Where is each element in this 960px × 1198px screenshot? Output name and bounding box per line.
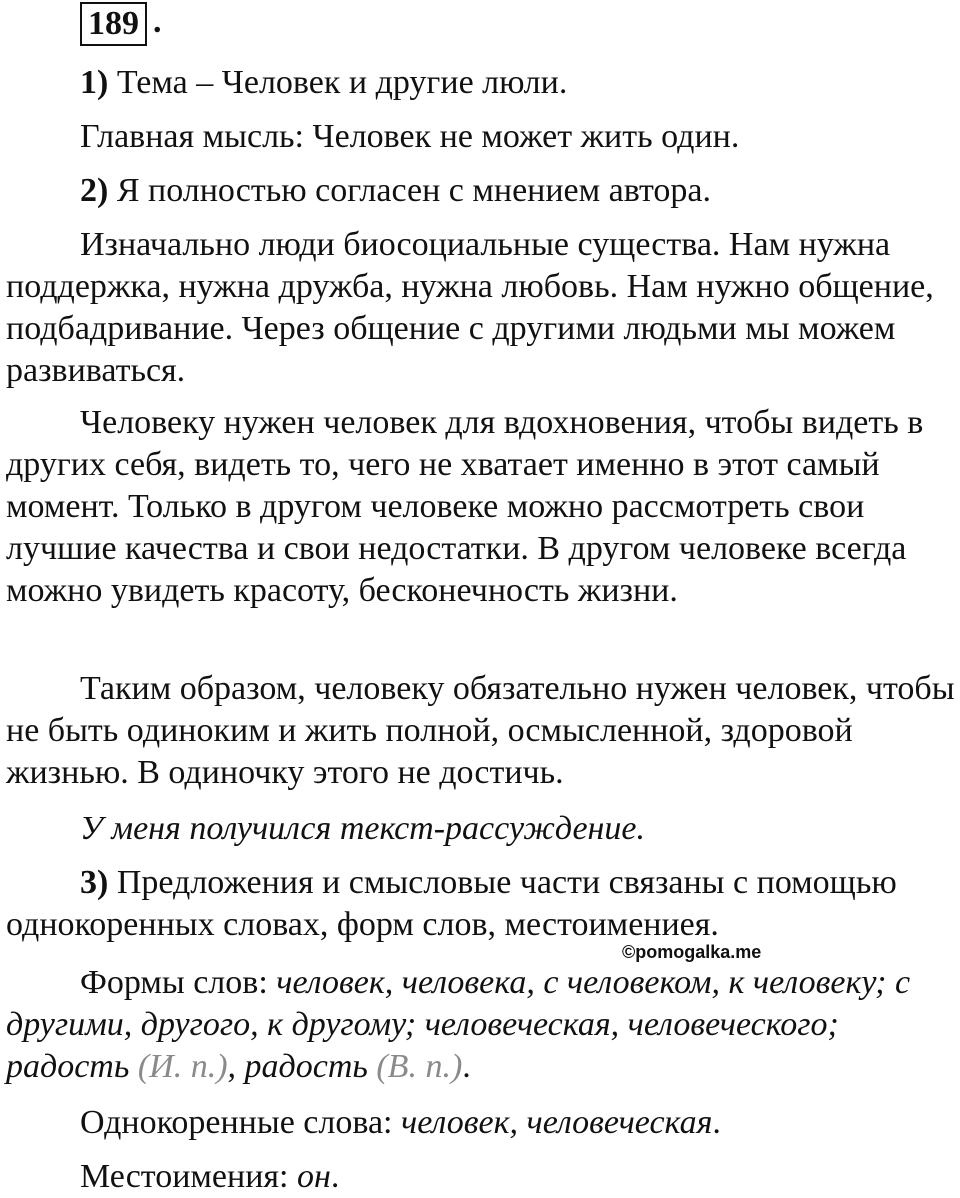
cognate-words-list: человек, человеческая — [401, 1104, 713, 1141]
word-forms-list: человек, человека, с человеком, к человеку; с другими, другого, к другому; человеческая, человеческого; радость — [6, 964, 911, 1085]
answer-marker-2: 2) — [80, 172, 109, 209]
text-type-note — [6, 808, 958, 850]
answer-marker-1: 1) — [80, 64, 109, 101]
main-idea-text: Главная мысль: Человек не может жить один. — [80, 118, 740, 155]
cognate-words — [6, 1102, 958, 1144]
task-number-dot: . — [153, 3, 162, 40]
main-idea — [6, 116, 958, 158]
pronouns-end: . — [330, 1158, 340, 1195]
task-number: 189 — [80, 2, 147, 46]
essay-paragraph-2-text: Человеку нужен человек для вдохновения, чтобы видеть в других себя, видеть то, чего не хватает именно в этот самый момент. Только в другом человеке можно рассмотреть свои лучшие качества и свои недостатки. В другом человеке всегда можно увидеть красоту, бесконечность жизни. — [6, 404, 924, 609]
pronouns-list: он — [297, 1158, 331, 1195]
essay-paragraph-3-text: Таким образом, человеку обязательно нужен человек, чтобы не быть одиноким и жить полной, осмысленной, здоровой жизнью. В одиночку этого не достичь. — [6, 670, 955, 791]
answer-2-opinion — [6, 170, 958, 212]
cognate-words-label: Однокоренные слова: — [80, 1104, 402, 1141]
answer-3-text: Предложения и смысловые части связаны с помощью однокоренных словах, форм слов, местоимениея. — [6, 864, 897, 943]
essay-paragraph-2 — [6, 402, 958, 612]
watermark: ©pomogalka.me — [622, 942, 762, 962]
case-note-accusative: (В. п.) — [376, 1048, 463, 1085]
word-forms-list-2: , радость — [227, 1048, 377, 1085]
essay-paragraph-3 — [6, 668, 958, 794]
pronouns-label: Местоимения: — [80, 1158, 297, 1195]
cognate-words-end: . — [712, 1104, 721, 1141]
answer-2-text: Я полностью согласен с мнением автора. — [108, 172, 711, 209]
answer-3-links — [6, 862, 958, 946]
essay-paragraph-1 — [6, 224, 958, 392]
word-forms-end: . — [462, 1048, 471, 1085]
case-note-nominative: (И. п.) — [137, 1048, 228, 1085]
pronouns — [6, 1156, 958, 1198]
answer-1-text: Тема – Человек и другие люли. — [108, 64, 568, 101]
answer-1-topic — [6, 62, 958, 104]
word-forms-label: Формы слов: — [80, 964, 277, 1001]
text-type-note-text: У меня получился текст-рассуждение. — [80, 810, 646, 847]
answer-marker-3: 3) — [80, 864, 109, 901]
word-forms — [6, 962, 958, 1088]
essay-paragraph-1-text: Изначально люди биосоциальные существа. Нам нужна поддержка, нужна дружба, нужна любовь. Нам нужно общение, подбадривание. Через общение с другими людьми мы можем развиваться. — [6, 226, 934, 389]
